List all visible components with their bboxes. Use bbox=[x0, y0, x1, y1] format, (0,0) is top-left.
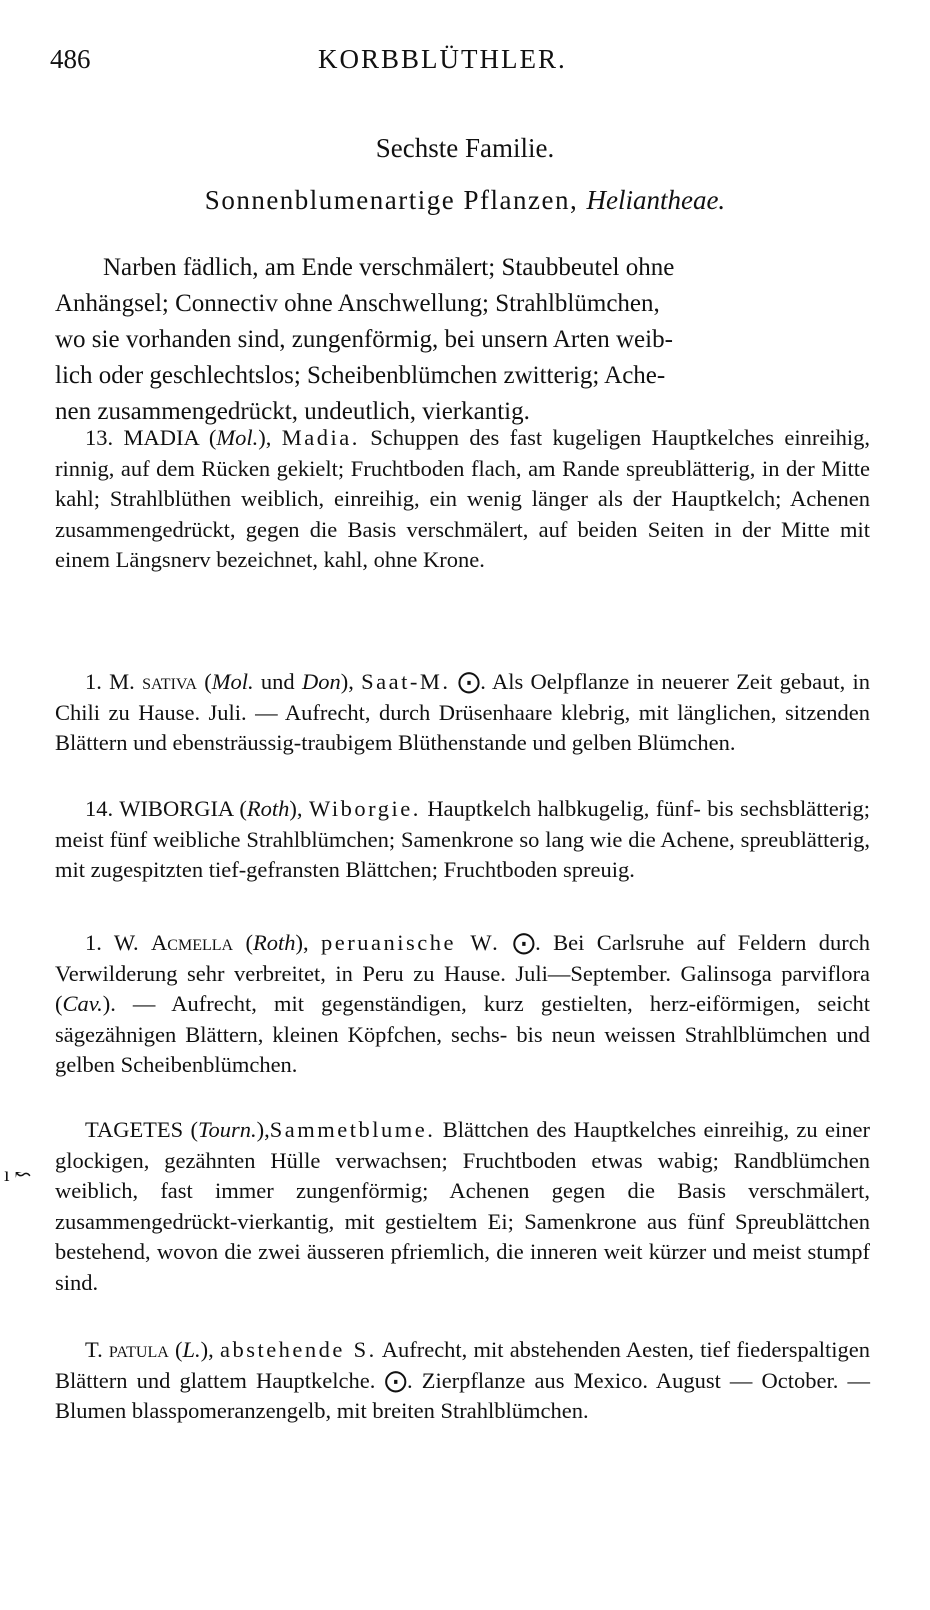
genus-name: 13. MADIA ( bbox=[85, 425, 217, 450]
genus-common-name: Wiborgie. bbox=[309, 796, 421, 821]
species-description-cont: Zierpflanze aus Mexico. August — October. — Blumen blasspomeranzengelb, mit breiten Strahlblümchen. bbox=[55, 1367, 870, 1423]
species-number: 1. M. bbox=[85, 669, 135, 694]
description-line: Narben fädlich, am Ende verschmälert; Staubbeutel ohne bbox=[103, 254, 675, 281]
species-number: T. bbox=[85, 1337, 103, 1362]
genus-entry-madia: 13. MADIA (Mol.), Madia. Schuppen des fast kugeligen Hauptkelches einreihig, rinnig, auf dem Rücken gekielt; Fruchtboden flach, am Rande spreublätterig, in der Mitte kahl; Strahlblüthen weiblich, einreihig, ein wenig länger als der Hauptkelch; Achenen zusammengedrückt, gegen die Basis verschmälert, auf beiden Seiten in der Mitte mit einem Längsnerv bezeichnet, kahl, ohne Krone. bbox=[55, 425, 871, 572]
species-entry-wiborgia-acmella: 1. W. Acmella (Roth), peruanische W. ⨀. Bei Carlsruhe auf Feldern durch Verwilderung sehr verbreitet, in Peru zu Hause. Juli—September. Galinsoga parviflora (Cav.). — Aufrecht, mit gegenständigen, kurz gestielten, herz-eiförmigen, seicht sägezähnigen Blättern, kleinen Köpfchen, sechs- bis neun weissen Strahlblümchen und gelben Scheibenblümchen. bbox=[55, 930, 871, 1077]
family-description bbox=[55, 250, 875, 430]
margin-annotation: ı ↜ bbox=[4, 1164, 32, 1186]
description-line: lich oder geschlechtslos; Scheibenblümchen zwitterig; Ache- bbox=[55, 362, 666, 389]
genus-name: TAGETES ( bbox=[85, 1117, 199, 1142]
species-number: 1. W. bbox=[85, 930, 139, 955]
species-author: Roth bbox=[252, 930, 296, 955]
annual-symbol-icon: ⨀. bbox=[457, 669, 486, 694]
species-description-cont: ). — Aufrecht, mit gegenständigen, kurz gestielten, herz-eiförmigen, seicht sägezähnigen Blättern, kleinen Köpfchen, sechs- bis neun weissen Strahlblümchen und gelben Scheibenblümchen. bbox=[55, 991, 870, 1077]
species-common-name: peruanische W. bbox=[320, 930, 501, 955]
family-title-german: Sonnenblumenartige Pflanzen, bbox=[204, 185, 579, 215]
genus-description: Hauptkelch halbkugelig, fünf- bis sechsblätterig; meist fünf weibliche Strahlblümchen; Samenkrone so lang wie die Achene, spreublätterig, mit zugespitzten tief-gefransten Blättchen; Fruchtboden spreuig. bbox=[55, 796, 870, 882]
species-entry-tagetes-patula: T. patula (L.), abstehende S. Aufrecht, mit abstehenden Aesten, tief fiederspaltigen Blättern und glattem Hauptkelche. ⨀. Zierpflanze aus Mexico. August — October. — Blumen blasspomeranzengelb, mit breiten Strahlblümchen. bbox=[55, 1337, 871, 1423]
species-name: patula bbox=[108, 1337, 169, 1362]
species-common-name: Saat-M. bbox=[361, 669, 451, 694]
species-description: Bei Carlsruhe auf Feldern durch Verwilderung sehr verbreitet, in Peru zu Hause. Juli—September. Galinsoga parviflora ( bbox=[55, 930, 871, 1016]
description-line: nen zusammengedrückt, undeutlich, vierkantig. bbox=[55, 398, 530, 425]
genus-description: Schuppen des fast kugeligen Hauptkelches einreihig, rinnig, auf dem Rücken gekielt; Fruchtboden flach, am Rande spreublätterig, in der Mitte kahl; Strahlblüthen weiblich, einreihig, ein wenig länger als der Hauptkelch; Achenen zusammengedrückt, gegen die Basis verschmälert, auf beiden Seiten in der Mitte mit einem Längsnerv bezeichnet, kahl, ohne Krone. bbox=[55, 425, 871, 572]
genus-entry-wiborgia: 14. WIBORGIA (Roth), Wiborgie. Hauptkelch halbkugelig, fünf- bis sechsblätterig; meist fünf weibliche Strahlblümchen; Samenkrone so lang wie die Achene, spreublätterig, mit zugespitzten tief-gefransten Blättchen; Fruchtboden spreuig. bbox=[55, 796, 870, 882]
genus-name: 14. WIBORGIA ( bbox=[85, 796, 247, 821]
family-label: Sechste Familie. bbox=[375, 133, 555, 163]
species-author: Don bbox=[301, 669, 341, 694]
species-author: L. bbox=[182, 1337, 201, 1362]
species-description: Als Oelpflanze in neuerer Zeit gebaut, in Chili zu Hause. Juli. — Aufrecht, durch Drüsenhaare klebrig, mit länglichen, sitzenden Blättern und ebensträussig-traubigem Blüthenstande und gelben Blümchen. bbox=[55, 669, 870, 755]
genus-entry-tagetes: TAGETES (Tourn.),Sammetblume. Blättchen des Hauptkelches einreihig, zu einer glockigen, gezähnten Hülle verwachsen; Fruchtboden etwas wabig; Randblümchen weiblich, fast immer zungenförmig; Achenen gegen die Basis verschmälert, zusammengedrückt-vierkantig, mit gestieltem Ei; Samenkrone aus fünf Spreublättchen bestehend, wovon die zwei äusseren pfriemlich, die inneren weit kürzer und meist stumpf sind. bbox=[55, 1117, 870, 1295]
species-author: Mol. bbox=[211, 669, 254, 694]
species-description: Aufrecht, mit abstehenden Aesten, tief fiederspaltigen Blättern und glattem Hauptkelche. bbox=[55, 1337, 871, 1393]
annual-symbol-icon: ⨀. bbox=[384, 1367, 413, 1393]
genus-common-name: Sammetblume. bbox=[269, 1117, 436, 1142]
species-entry-madia-sativa: 1. M. sativa (Mol. und Don), Saat-M. ⨀. Als Oelpflanze in neuerer Zeit gebaut, in Chili zu Hause. Juli. — Aufrecht, durch Drüsenhaare klebrig, mit länglichen, sitzenden Blättern und ebensträussig-traubigem Blüthenstande und gelben Blümchen. bbox=[55, 669, 870, 755]
description-line: wo sie vorhanden sind, zungenförmig, bei unsern Arten weib- bbox=[55, 326, 673, 353]
synonym-author: Cav. bbox=[62, 991, 103, 1016]
genus-author: Mol. bbox=[216, 425, 259, 450]
running-title: KORBBLÜTHLER. bbox=[318, 44, 567, 74]
description-line: Anhängsel; Connectiv ohne Anschwellung; Strahlblümchen, bbox=[55, 290, 660, 317]
species-common-name: abstehende S. bbox=[219, 1337, 377, 1362]
page-number: 486 bbox=[50, 44, 91, 74]
genus-description: Blättchen des Hauptkelches einreihig, zu einer glockigen, gezähnten Hülle verwachsen; Fruchtboden etwas wabig; Randblümchen weiblich, fast immer zungenförmig; Achenen gegen die Basis verschmälert, zusammengedrückt-vierkantig, mit gestieltem Ei; Samenkrone aus fünf Spreublättchen bestehend, wovon die zwei äusseren pfriemlich, die inneren weit kürzer und meist stumpf sind. bbox=[55, 1117, 870, 1295]
annual-symbol-icon: ⨀. bbox=[512, 930, 541, 955]
family-title bbox=[0, 185, 930, 216]
genus-author: Roth bbox=[246, 796, 290, 821]
genus-common-name: Madia. bbox=[281, 425, 360, 450]
family-title-latin: Heliantheae. bbox=[586, 185, 726, 215]
species-name: Acmella bbox=[151, 930, 234, 955]
species-name: sativa bbox=[142, 669, 197, 694]
genus-author: Tourn. bbox=[198, 1117, 257, 1142]
